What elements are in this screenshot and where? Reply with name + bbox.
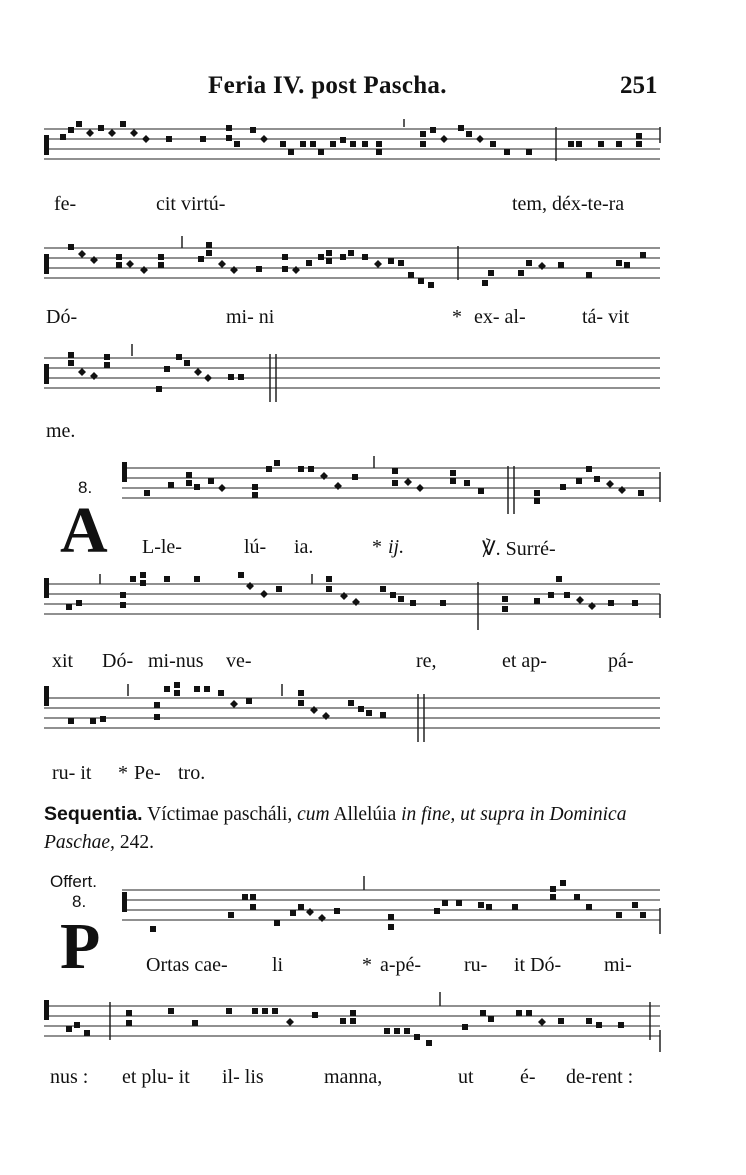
sequentia-label: Sequentia. xyxy=(44,803,143,825)
chant-staff-6 xyxy=(0,682,746,744)
chant-staff-2 xyxy=(0,232,746,292)
offertory-label: Offert. xyxy=(50,872,97,891)
lyric-syllable: de-rent : xyxy=(566,1066,634,1088)
lyric-syllable: tem, déx-te-ra xyxy=(512,193,625,215)
lyric-syllable: me. xyxy=(46,420,76,442)
lyric-asterisk: * xyxy=(452,306,462,328)
lyric-syllable: re, xyxy=(416,650,437,672)
lyric-asterisk: * xyxy=(362,954,372,976)
lyric-syllable: il- lis xyxy=(222,1066,264,1088)
lyric-syllable: ve- xyxy=(226,650,252,672)
lyric-syllable: a-pé- xyxy=(380,954,422,976)
chant-staff-1 xyxy=(0,113,746,173)
staff-notation-4 xyxy=(0,452,746,514)
lyric-syllable: mi- ni xyxy=(226,306,275,328)
page-title: Feria IV. post Pascha. xyxy=(208,72,447,99)
chant-staff-3 xyxy=(0,342,746,404)
lyric-syllable: pá- xyxy=(608,650,634,672)
lyric-syllable: ij. xyxy=(388,536,405,558)
lyric-syllable: xit xyxy=(52,650,74,672)
staff-notation-7 xyxy=(0,874,746,936)
lyric-syllable: ia. xyxy=(294,536,314,558)
sequentia-rubric xyxy=(44,800,664,857)
lyric-syllable: ℣. Surré- xyxy=(482,538,556,560)
chant-staff-5 xyxy=(0,568,746,630)
lyric-syllable: li xyxy=(272,954,284,976)
lyric-syllable: tro. xyxy=(178,762,206,784)
lyric-syllable: é- xyxy=(520,1066,536,1088)
lyric-syllable: et ap- xyxy=(502,650,547,672)
lyric-syllable: ru- xyxy=(464,954,488,976)
chant-staff-4 xyxy=(0,452,746,514)
mode-number: 8. xyxy=(78,478,93,497)
lyric-syllable: mi- xyxy=(604,954,632,976)
mode-number: 8. xyxy=(72,892,87,911)
lyrics-line-5 xyxy=(0,650,746,676)
lyric-asterisk: * xyxy=(372,536,382,558)
lyric-syllable: et plu- it xyxy=(122,1066,190,1088)
lyric-syllable: fe- xyxy=(54,193,77,215)
lyrics-line-8 xyxy=(0,954,746,980)
lyrics-line-2 xyxy=(0,306,746,332)
lyric-syllable: lú- xyxy=(244,536,267,558)
lyric-asterisk: * xyxy=(118,762,128,784)
lyric-syllable: L-le- xyxy=(142,536,182,558)
staff-notation-9 xyxy=(0,990,746,1054)
staff-notation-1 xyxy=(0,113,746,173)
lyric-syllable: Pe- xyxy=(134,762,161,784)
rubric-italic: cum xyxy=(297,804,330,825)
lyric-syllable: it Dó- xyxy=(514,954,562,976)
lyric-syllable: ru- it xyxy=(52,762,92,784)
staff-notation-2 xyxy=(0,232,746,292)
chant-staff-9 xyxy=(0,990,746,1054)
lyric-syllable: ex- al- xyxy=(474,306,526,328)
lyric-syllable: cit virtú- xyxy=(156,193,226,215)
lyrics-line-3 xyxy=(0,420,746,446)
rubric-italic: in fine, ut supra in Dominica Paschae, xyxy=(44,804,627,853)
lyric-syllable: Dó- xyxy=(46,306,78,328)
lyrics-line-6 xyxy=(0,762,746,788)
staff-notation-3 xyxy=(0,342,746,404)
drop-cap-initial: A xyxy=(60,494,108,567)
staff-notation-6 xyxy=(0,682,746,744)
lyric-syllable: tá- vit xyxy=(582,306,630,328)
lyrics-line-9 xyxy=(0,1066,746,1092)
page-number: 251 xyxy=(620,72,658,99)
staff-notation-5 xyxy=(0,568,746,630)
page-header xyxy=(0,72,746,102)
lyric-syllable: nus : xyxy=(50,1066,89,1088)
lyric-syllable: Ortas cae- xyxy=(146,954,228,976)
sequentia-title: Víctimae pascháli, xyxy=(147,804,293,825)
lyrics-line-1 xyxy=(0,193,746,219)
page-reference: 242. xyxy=(119,832,154,853)
rubric-text: Allelúia xyxy=(333,804,397,825)
chant-staff-7 xyxy=(0,874,746,936)
lyric-syllable: manna, xyxy=(324,1066,383,1088)
drop-cap-initial: P xyxy=(60,910,101,983)
lyrics-line-4 xyxy=(0,536,746,562)
lyric-syllable: Dó- xyxy=(102,650,134,672)
lyric-syllable: ut xyxy=(458,1066,474,1088)
lyric-syllable: mi-nus xyxy=(148,650,204,672)
